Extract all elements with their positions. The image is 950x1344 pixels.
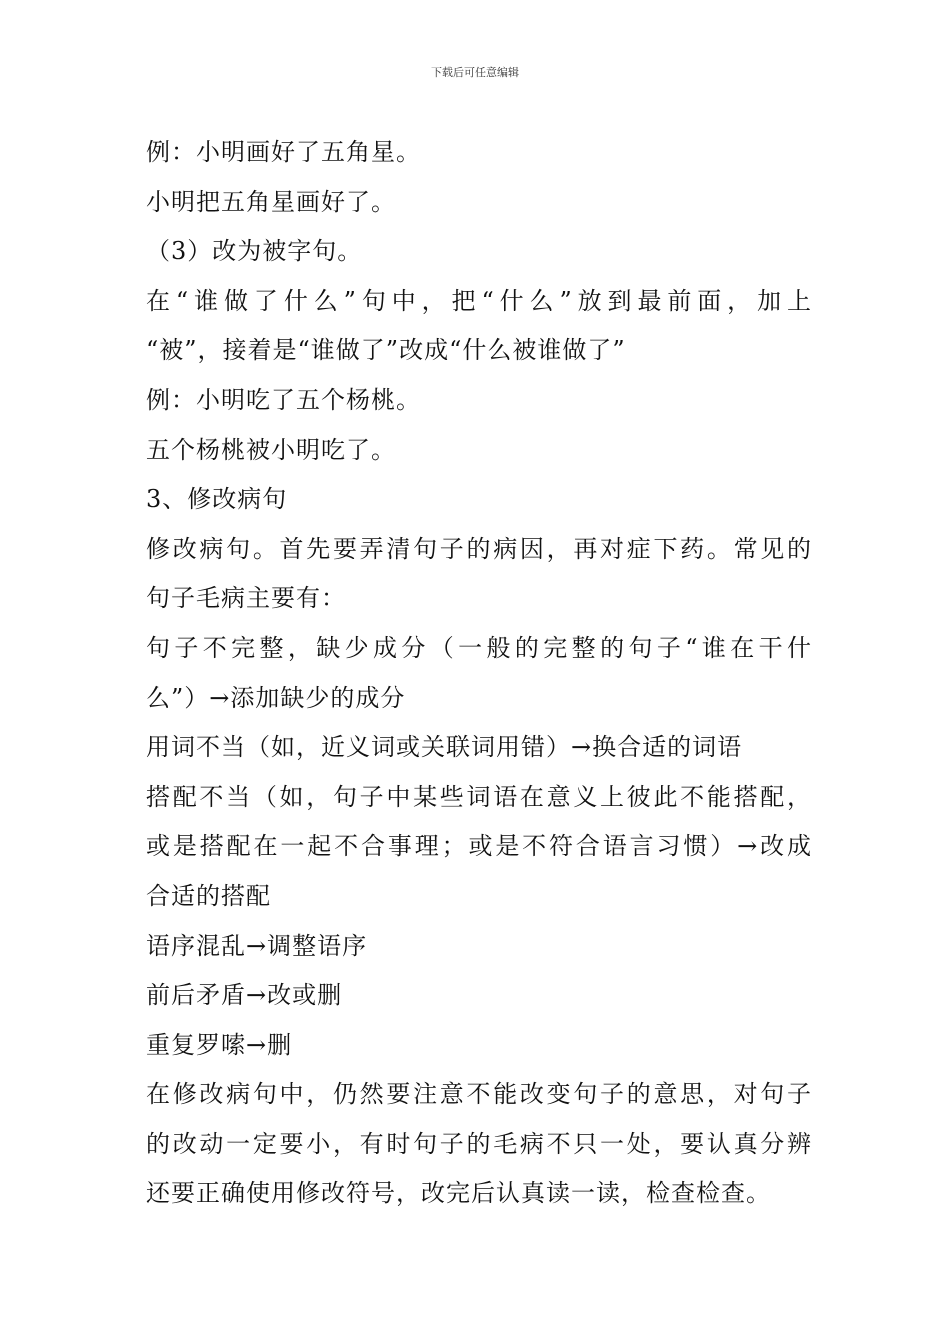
text-line-19: 重复罗嗦→删 xyxy=(146,1030,293,1059)
text-line-11: 句子不完整，缺少成分（一般的完整的句子“谁在干什 xyxy=(146,633,811,662)
page-header: 下载后可任意编辑 xyxy=(431,66,519,79)
text-line-20: 在修改病句中，仍然要注意不能改变句子的意思，对句子 xyxy=(146,1080,811,1109)
text-line-17: 语序混乱→调整语序 xyxy=(146,931,368,960)
text-line-12: 么”）→添加缺少的成分 xyxy=(146,683,406,712)
text-line-21: 的改动一定要小，有时句子的毛病不只一处，要认真分辨 xyxy=(146,1129,811,1158)
text-line-5: “被”，接着是“谁做了”改成“什么被谁做了” xyxy=(146,336,626,365)
text-line-13: 用词不当（如，近义词或关联词用错）→换合适的词语 xyxy=(146,733,743,762)
text-line-16: 合适的搭配 xyxy=(146,881,271,910)
document-body xyxy=(146,128,811,1219)
text-line-22: 还要正确使用修改符号，改完后认真读一读，检查检查。 xyxy=(146,1179,771,1208)
text-line-15: 或是搭配在一起不合事理；或是不符合语言习惯）→改成 xyxy=(146,832,811,861)
text-line-9: 修改病句。首先要弄清句子的病因，再对症下药。常见的 xyxy=(146,534,811,563)
text-line-14: 搭配不当（如，句子中某些词语在意义上彼此不能搭配， xyxy=(146,782,811,811)
text-line-6: 例：小明吃了五个杨桃。 xyxy=(146,385,421,414)
text-line-1: 例：小明画好了五角星。 xyxy=(146,138,421,166)
text-line-18: 前后矛盾→改或删 xyxy=(146,981,343,1010)
text-line-4: 在“谁做了什么”句中，把“什么”放到最前面，加上 xyxy=(146,286,811,315)
section-heading: 3、修改病句 xyxy=(146,485,288,514)
text-line-7: 五个杨桃被小明吃了。 xyxy=(146,435,396,464)
text-line-10: 句子毛病主要有： xyxy=(146,584,346,613)
text-line-2: 小明把五角星画好了。 xyxy=(146,187,396,216)
text-line-3: （3）改为被字句。 xyxy=(146,237,363,266)
